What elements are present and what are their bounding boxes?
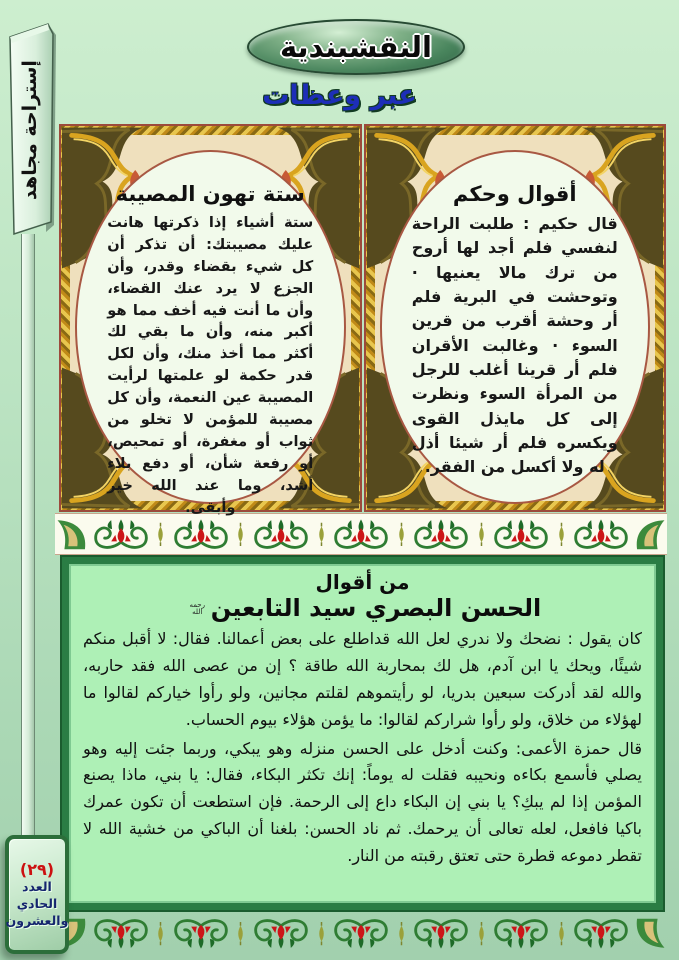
sayings-heading-line2 xyxy=(83,594,642,622)
sayings-paragraph: قال حمزة الأعمى: وكنت أدخل على الحسن منزله وهو يبكي، وربما جئت إليه وهو يصلي فأسمع بكاءه ونحيبه فقلت له يوماً: إنك تكثر البكاء، فقال: يا بني، ماذا يصنع المؤمن إذا لم يبكِ؟ يا بني إن البكاء داع إلى الرحمة. فإن استطعت أن تكون عمرك باكيا فافعل، لعله تعالى أن يرحمك. ثم ناد الحسن: بلغنا أن الباكي من خشية الله لا تقطر دموعه قطرة حتى تعتق رقبته من النار. xyxy=(83,738,642,865)
masthead-oval xyxy=(247,19,465,75)
oval-sayings-wisdom xyxy=(380,150,651,504)
leaf-separator-icon xyxy=(394,914,409,954)
issue-word: العدد xyxy=(22,878,52,894)
leaf-separator-icon xyxy=(233,514,248,554)
leaf-corner-icon xyxy=(56,514,88,554)
leaf-separator-icon xyxy=(153,514,168,554)
sayings-heading-name: الحسن البصري سيد التابعين xyxy=(210,594,542,622)
scroll-flower-icon xyxy=(490,514,552,554)
scroll-flower-icon xyxy=(410,914,472,954)
scroll-flower-icon xyxy=(90,514,152,554)
leaf-separator-icon xyxy=(554,914,569,954)
leaf-separator-icon xyxy=(233,914,248,954)
scroll-flower-icon xyxy=(90,914,152,954)
leaf-separator-icon xyxy=(474,514,489,554)
scroll-flower-icon xyxy=(570,914,632,954)
scroll-flower-icon xyxy=(330,914,392,954)
panels-row xyxy=(58,124,667,516)
scroll-flower-icon xyxy=(490,914,552,954)
floral-footer-strip xyxy=(55,913,667,955)
sayings-paragraph: كان يقول : نضحك ولا ندري لعل الله قداطلع على بعض أعمالنا. فقال: لا أقبل منكم شيئًا، ويحك يا ابن آدم، هل لك بمحاربة الله طاقة ؟ إن من عصى الله فقد حاربه، والله لقد أدركت سبعين بدريا، لو رأيتموهم لقلتم مجانين، ولو رأوا خياركم لقالوا ما لهؤلاء من خلاق، ولو رأوا شراركم لقالوا: ما يؤمن هؤلاء بيوم الحساب. xyxy=(83,629,642,729)
issue-word: الحادي xyxy=(16,895,58,911)
leaf-separator-icon xyxy=(554,514,569,554)
floral-divider-strip xyxy=(55,513,667,555)
hasan-albasri-sayings-box xyxy=(62,557,663,910)
ribbon-label: إستراحة مجاهد xyxy=(19,60,41,200)
panel-six-things xyxy=(59,124,362,516)
issue-number: (٢٩) xyxy=(19,859,55,879)
scroll-flower-icon xyxy=(410,514,472,554)
leaf-corner-icon xyxy=(634,914,666,954)
scroll-flower-icon xyxy=(330,514,392,554)
panel-sayings-wisdom xyxy=(364,124,667,512)
scroll-flower-icon xyxy=(170,514,232,554)
scroll-flower-icon xyxy=(250,514,312,554)
scroll-flower-icon xyxy=(570,514,632,554)
rahimahu-allah-mark: رحمه الله xyxy=(189,600,205,616)
issue-word: والعشرون xyxy=(5,912,69,928)
issue-number-badge xyxy=(5,835,69,954)
leaf-separator-icon xyxy=(314,514,329,554)
leaf-separator-icon xyxy=(314,914,329,954)
side-ribbon-banner xyxy=(3,22,61,238)
section-subtitle: عبر وعظات xyxy=(262,80,417,111)
scroll-flower-icon xyxy=(250,914,312,954)
scroll-flower-icon xyxy=(170,914,232,954)
oval-title: ستة تهون المصيبة xyxy=(115,182,305,206)
oval-body-text: ستة أشياء إذا ذكرتها هانت عليك مصيبتك: أن تذكر أن كل شيء بقضاء وقدر، وأن الجزع لا يرد عنك القضاء، وأن ما أنت فيه أخف مما هو أكبر منه، وأن ما بقي لك أكثر مما أخذ منك، وأن لكل قدر حكمة لو علمتها لرأيت المصيبة عين النعمة، وأن كل مصيبة للمؤمن لا تخلو من ثواب أو مغفرة، أو تمحيص، أو رفعة شأن، أو دفع بلاء أشد، وما عند الله خير وأبقى. xyxy=(107,214,314,516)
oval-body-text: قال حكيم : طلبت الراحة لنفسي فلم أجد لها أروح من ترك مالا يعنيها · وتوحشت في البرية فلم أر وحشة أقرب من قرين السوء · وغالبت الأقران فلم أر قرينا أغلب للرجل من المرأة السوء ونظرت إلى كل مايذل القوى ويكسره فلم أر شيئا أذل له ولا أكسل من الفقر. xyxy=(411,214,618,477)
leaf-corner-icon xyxy=(634,514,666,554)
leaf-separator-icon xyxy=(394,514,409,554)
leaf-separator-icon xyxy=(474,914,489,954)
leaf-separator-icon xyxy=(153,914,168,954)
oval-title: أقوال وحكم xyxy=(452,182,577,206)
sayings-heading-line1: من أقوال xyxy=(315,570,410,594)
masthead-title: النقشبندية xyxy=(280,30,432,64)
oval-six-things xyxy=(75,150,346,516)
ribbon-tail xyxy=(21,234,35,838)
